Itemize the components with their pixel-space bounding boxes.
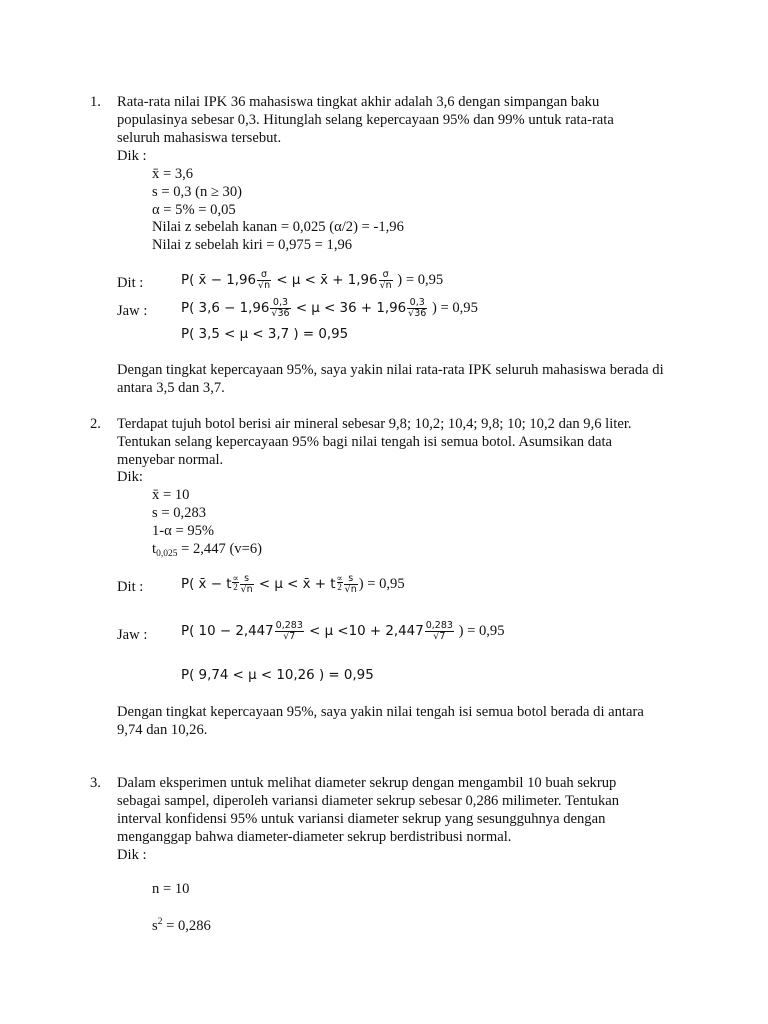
- q1-dit-label: Dit :: [117, 275, 144, 291]
- alpha-half: [337, 574, 343, 591]
- fraction-num: 0,3: [407, 298, 427, 309]
- q1-jaw-formula: [181, 298, 478, 319]
- q1-number: 1.: [90, 94, 101, 110]
- fraction-den: √7: [283, 631, 296, 642]
- q2-dik-item: x̄ = 10: [152, 487, 190, 503]
- q2-jaw-result: P( 9,74 < μ < 10,26 ) = 0,95: [181, 668, 374, 683]
- formula-part: ) = 0,95: [358, 576, 405, 592]
- q3-dik-item: [152, 913, 211, 935]
- q2-dik-item: [152, 540, 262, 563]
- fraction-den: √n: [344, 584, 357, 596]
- q1-dik-item: x̄ = 3,6: [152, 166, 194, 182]
- fraction-den: √n: [258, 280, 271, 291]
- alpha-num: ∝: [336, 573, 343, 583]
- fraction: [275, 621, 304, 642]
- formula-part: < μ < x̄ + 1,96: [272, 272, 378, 288]
- formula-part: P( 3,6 − 1,96: [181, 300, 270, 316]
- q1-jaw-result: P( 3,5 < μ < 3,7 ) = 0,95: [181, 327, 349, 342]
- q2-text-line: menyebar normal.: [117, 452, 224, 468]
- fraction-num: 0,283: [425, 620, 453, 631]
- q1-text-line: seluruh mahasiswa tersebut.: [117, 130, 282, 146]
- q2-dit-label: Dit :: [117, 579, 144, 595]
- alpha-den: 2: [233, 582, 238, 592]
- formula-part: < μ < 36 + 1,96: [291, 300, 407, 316]
- fraction-num: 0,3: [270, 298, 290, 309]
- q2-conclusion-line: 9,74 dan 10,26.: [117, 722, 208, 738]
- alpha-num: ∝: [232, 573, 239, 583]
- q3-text-line: interval konfidensi 95% untuk variansi diameter sekrup yang sesungguhnya dengan: [117, 811, 606, 827]
- fraction: [379, 270, 393, 291]
- fraction: [270, 298, 290, 319]
- formula-part: P( x̄ − t: [181, 577, 232, 592]
- q1-jaw-label: Jaw :: [117, 303, 148, 319]
- q2-jaw-label: Jaw :: [117, 627, 148, 643]
- q2-dik-item: s = 0,283: [152, 505, 207, 521]
- s-superscript: 2: [157, 917, 163, 927]
- q1-dik-item: α = 5% = 0,05: [152, 202, 236, 218]
- q3-text-line: sebagai sampel, diperoleh variansi diameter sekrup sebesar 0,286 milimeter. Tentukan: [117, 793, 620, 809]
- q1-conclusion-line: Dengan tingkat kepercayaan 95%, saya yakin nilai rata-rata IPK seluruh mahasiswa berada di: [117, 362, 664, 378]
- q1-dit-formula: [181, 270, 443, 291]
- q2-text-line: Terdapat tujuh botol berisi air mineral sebesar 9,8; 10,2; 10,4; 9,8; 10; 10,2 dan 9,6 liter.: [117, 416, 632, 432]
- formula-part: ) = 0,95: [454, 622, 505, 639]
- q3-dik-label: Dik :: [117, 847, 147, 863]
- fraction-den: √n: [240, 584, 253, 596]
- s-value: = 0,286: [162, 917, 211, 934]
- q2-text-line: Tentukan selang kepercayaan 95% bagi nilai tengah isi semua botol. Asumsikan data: [117, 434, 613, 450]
- fraction-den: √36: [271, 308, 290, 319]
- fraction: [407, 298, 427, 319]
- fraction-num: s: [344, 574, 358, 585]
- t-subscript: 0,025: [156, 549, 178, 559]
- fraction: [240, 574, 254, 595]
- formula-part: P( 10 − 2,447: [181, 623, 274, 639]
- fraction-den: √7: [433, 631, 446, 642]
- formula-part: P( x̄ − 1,96: [181, 272, 257, 288]
- alpha-den: 2: [337, 582, 342, 592]
- q3-dik-item: n = 10: [152, 881, 190, 897]
- q2-dik-item: 1-α = 95%: [152, 523, 215, 539]
- t-symbol: t: [152, 541, 157, 557]
- q1-dik-label: Dik :: [117, 148, 147, 164]
- q1-dik-item: s = 0,3 (n ≥ 30): [152, 184, 243, 200]
- alpha-half: [232, 574, 238, 591]
- q2-jaw-formula: [181, 621, 505, 642]
- fraction-num: s: [240, 574, 254, 585]
- formula-part: ) = 0,95: [393, 271, 444, 288]
- formula-part: ) = 0,95: [428, 299, 478, 316]
- fraction: [257, 270, 271, 291]
- q1-dik-item: Nilai z sebelah kanan = 0,025 (α/2) = -1,96: [152, 219, 404, 235]
- formula-part: < μ <10 + 2,447: [304, 623, 424, 639]
- q3-number: 3.: [90, 775, 101, 791]
- q2-dit-formula: [181, 574, 405, 595]
- fraction: [425, 621, 454, 642]
- fraction: [344, 574, 358, 595]
- fraction-num: σ: [257, 270, 271, 281]
- q1-dik-item: Nilai z sebelah kiri = 0,975 = 1,96: [152, 237, 353, 253]
- q1-conclusion-line: antara 3,5 dan 3,7.: [117, 380, 225, 396]
- s-symbol: s: [152, 917, 158, 934]
- q1-text-line: populasinya sebesar 0,3. Hitunglah selang kepercayaan 95% dan 99% untuk rata-rata: [117, 112, 614, 128]
- q3-text-line: Dalam eksperimen untuk melihat diameter sekrup dengan mengambil 10 buah sekrup: [117, 775, 617, 791]
- t-value: = 2,447 (v=6): [177, 541, 262, 557]
- fraction-den: √n: [379, 280, 392, 291]
- fraction-num: 0,283: [275, 620, 303, 631]
- q2-number: 2.: [90, 416, 101, 432]
- fraction-den: √36: [408, 308, 427, 319]
- formula-part: < μ < x̄ + t: [254, 577, 336, 592]
- q3-text-line: menganggap bahwa diameter-diameter sekrup berdistribusi normal.: [117, 829, 512, 845]
- q2-dik-label: Dik:: [117, 469, 143, 485]
- fraction-num: σ: [379, 270, 393, 281]
- q1-text-line: Rata-rata nilai IPK 36 mahasiswa tingkat akhir adalah 3,6 dengan simpangan baku: [117, 94, 600, 110]
- q2-conclusion-line: Dengan tingkat kepercayaan 95%, saya yakin nilai tengah isi semua botol berada di antara: [117, 704, 644, 720]
